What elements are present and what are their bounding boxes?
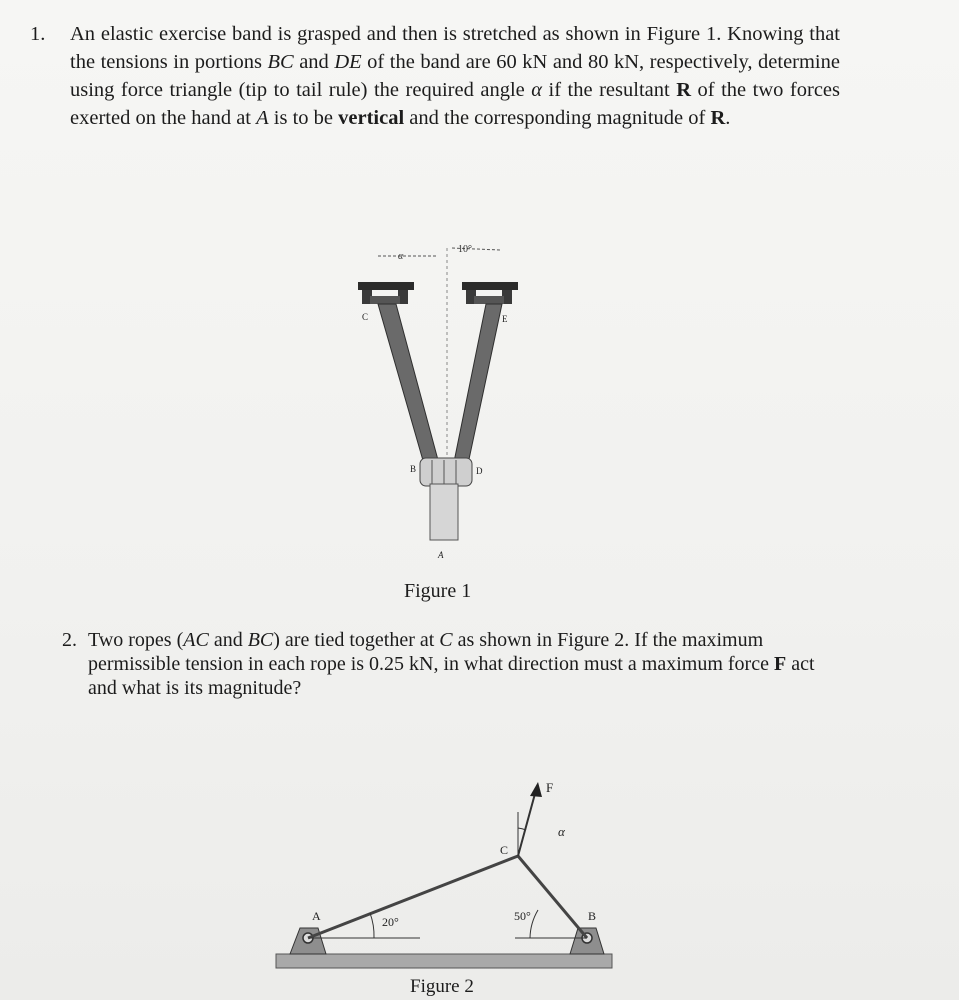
fig1-label-b: B (410, 464, 417, 474)
fig1-label-c: C (362, 312, 369, 322)
fig2-label-50: 50° (514, 909, 531, 923)
band-bc (378, 304, 438, 464)
problem-2 (62, 628, 822, 700)
force-f-arrowhead (530, 782, 542, 797)
fig1-label-e: E (502, 314, 508, 324)
fig1-label-d: D (476, 466, 483, 476)
fig2-label-f: F (546, 780, 554, 795)
fig1-label-a: A (438, 550, 444, 560)
figure-2-caption: Figure 2 (410, 976, 474, 997)
left-handle (358, 282, 414, 304)
ground (276, 954, 612, 968)
figure-1 (340, 228, 540, 568)
figure-2 (270, 770, 620, 975)
fig2-label-c: C (500, 843, 509, 857)
problem-2-number: 2. (62, 629, 77, 651)
fig2-label-b: B (588, 909, 597, 923)
fig1-label-10deg: 10° (458, 244, 472, 255)
rope-bc (518, 856, 587, 938)
problem-1-number: 1. (30, 23, 46, 45)
force-f-arrow (518, 790, 536, 856)
right-handle (462, 282, 518, 304)
rope-ac (308, 856, 518, 938)
figure-1-caption: Figure 1 (404, 580, 472, 602)
fig2-label-a: A (312, 909, 321, 923)
band-de (454, 304, 502, 464)
problem-2-text: Two ropes (AC and BC) are tied together at C as shown in Figure 2. If the maximum permissible tension in each rope is 0.25 kN, in what direction must a maximum force F act and what is its magnitude? (88, 629, 815, 699)
support-b (570, 928, 604, 954)
hand (420, 458, 472, 540)
problem-1 (30, 20, 840, 132)
fig1-label-alpha: α (398, 251, 404, 262)
fig2-label-20: 20° (382, 915, 399, 929)
fig2-label-alpha: α (558, 824, 565, 839)
problem-1-text: An elastic exercise band is grasped and then is stretched as shown in Figure 1. Knowing that the tensions in portions BC and DE of the band are 60 kN and 80 kN, respectively, determine using force triangle (tip to tail rule) the required angle α if the resultant R of the two forces exerted on the hand at A is to be vertical and the corresponding magnitude of R. (70, 23, 840, 129)
